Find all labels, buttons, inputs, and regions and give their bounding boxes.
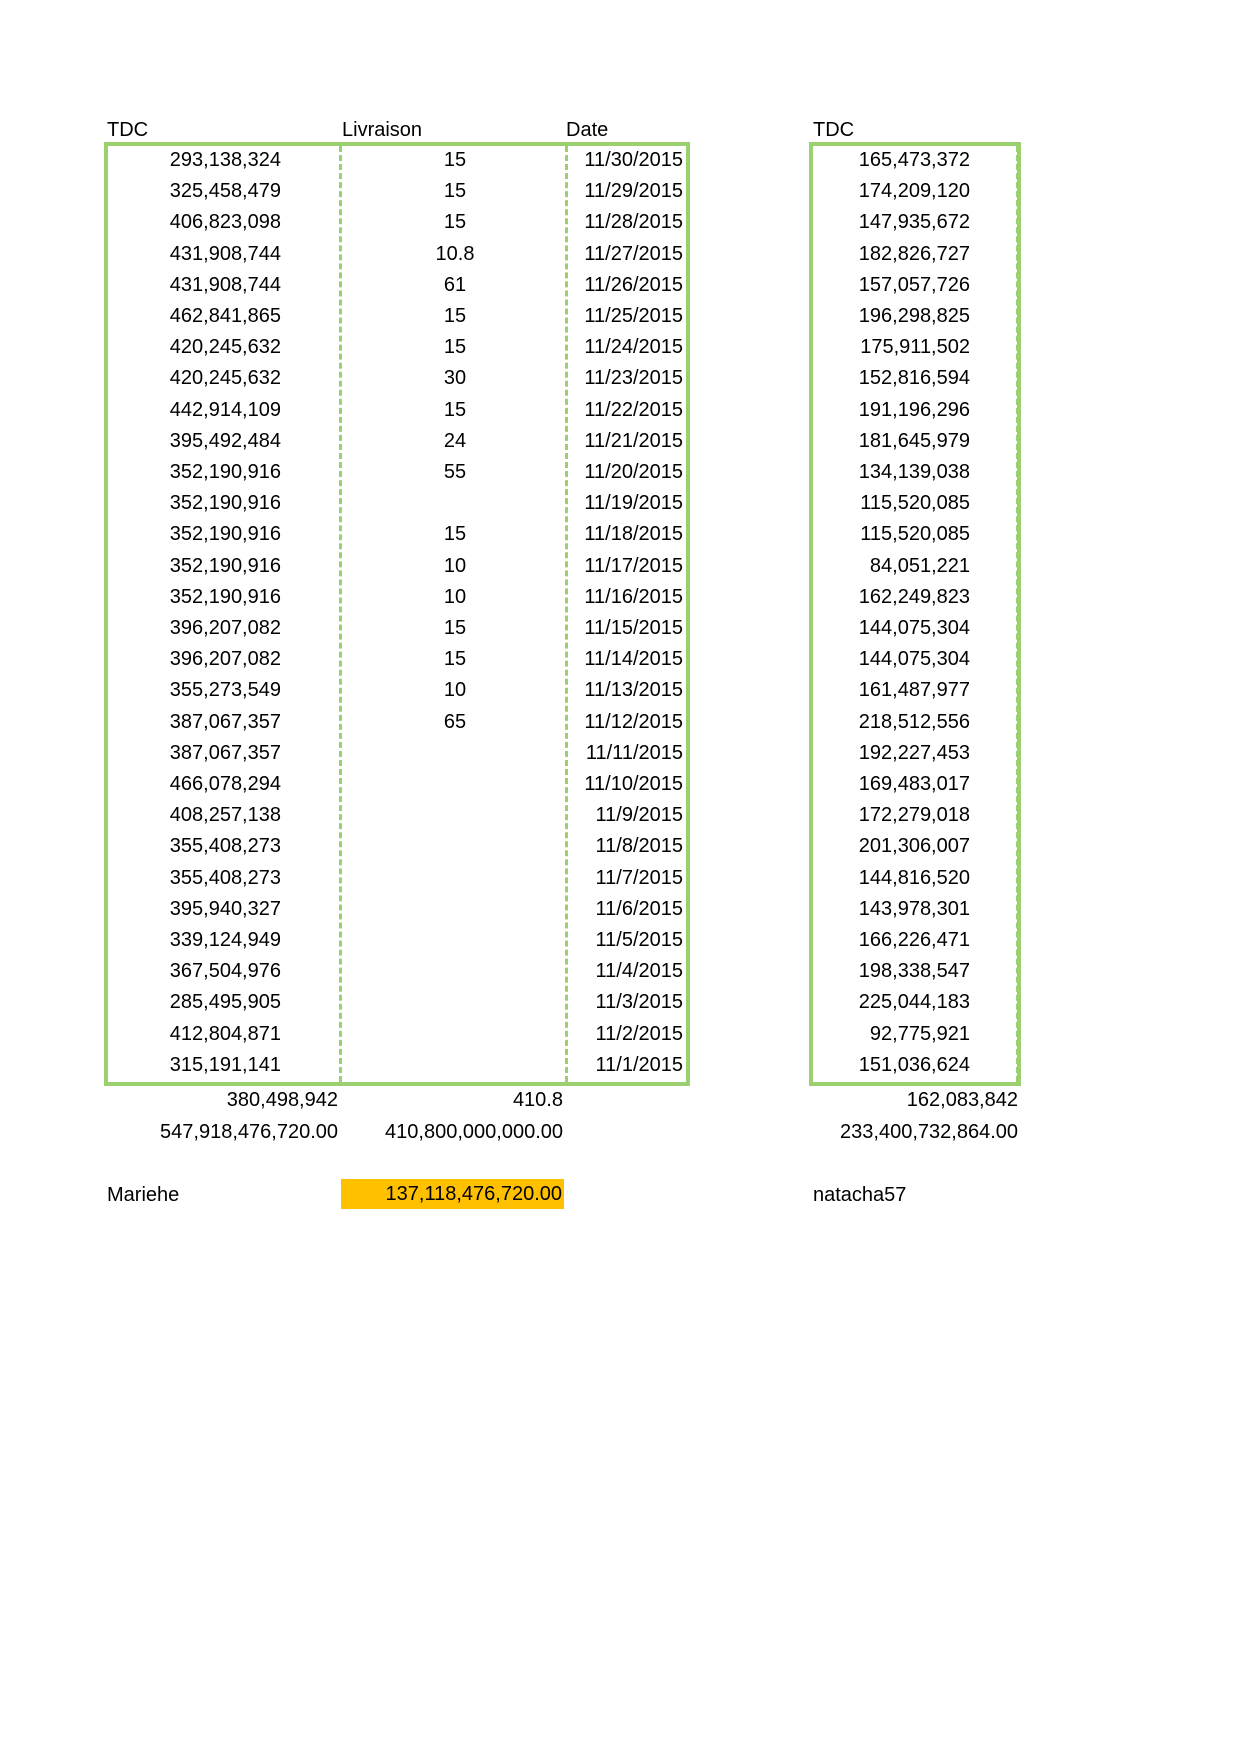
cell-tdc: 406,823,098	[169, 211, 281, 234]
cell-tdc: 352,190,916	[169, 554, 281, 577]
cell-livraison: 30	[443, 367, 467, 390]
cell-livraison	[345, 488, 565, 519]
cell-date: 11/20/2015	[584, 461, 683, 483]
highlighted-difference-value: 137,118,476,720.00	[385, 1183, 562, 1205]
livraison-total: 410,800,000,000.00	[385, 1121, 563, 1143]
cell-livraison	[345, 1019, 565, 1050]
header-tdc: TDC	[107, 119, 149, 141]
cell-livraison: 15	[443, 648, 467, 671]
cell-tdc-2: 143,978,301	[858, 897, 970, 920]
cell-livraison: 10.8	[435, 242, 475, 265]
livraison-sum: 410.8	[512, 1089, 563, 1111]
cell-tdc: 396,207,082	[169, 617, 281, 639]
cell-date: 11/18/2015	[584, 523, 683, 546]
column-divider-2	[565, 146, 568, 1082]
cell-tdc: 420,245,632	[169, 367, 281, 390]
cell-tdc-2: 166,226,471	[858, 929, 970, 951]
cell-livraison: 10	[443, 585, 467, 608]
cell-livraison: 15	[443, 305, 467, 327]
column-divider-3	[1016, 146, 1019, 1082]
cell-livraison	[345, 894, 565, 925]
cell-tdc: 420,245,632	[169, 336, 281, 359]
cell-tdc-2: 157,057,726	[858, 273, 970, 296]
cell-tdc-2: 144,075,304	[858, 648, 970, 671]
cell-livraison	[345, 925, 565, 956]
cell-tdc: 355,273,549	[169, 679, 281, 702]
cell-tdc-2: 115,520,085	[860, 492, 970, 515]
cell-date: 11/11/2015	[585, 741, 683, 764]
cell-date: 11/19/2015	[584, 492, 683, 515]
cell-date: 11/21/2015	[584, 429, 683, 452]
cell-livraison: 15	[443, 211, 467, 234]
cell-date: 11/25/2015	[584, 305, 683, 327]
cell-tdc-2: 182,826,727	[858, 242, 970, 265]
cell-tdc: 466,078,294	[169, 773, 281, 795]
cell-livraison: 15	[443, 398, 467, 421]
cell-tdc-2: 181,645,979	[858, 429, 970, 452]
cell-date: 11/1/2015	[595, 1053, 683, 1076]
column-divider-1	[339, 146, 342, 1082]
cell-tdc-2: 144,816,520	[858, 866, 970, 889]
cell-tdc: 352,190,916	[169, 523, 281, 546]
cell-tdc: 431,908,744	[169, 242, 281, 265]
cell-tdc-2: 198,338,547	[858, 960, 970, 983]
cell-livraison	[345, 956, 565, 987]
cell-livraison: 15	[443, 180, 467, 203]
cell-livraison	[345, 800, 565, 831]
cell-livraison: 24	[443, 429, 467, 452]
cell-livraison: 65	[443, 710, 467, 733]
cell-tdc: 339,124,949	[169, 929, 281, 951]
cell-tdc: 462,841,865	[169, 305, 281, 327]
cell-tdc-2: 172,279,018	[858, 804, 970, 827]
highlighted-difference	[341, 1179, 564, 1209]
cell-date: 11/7/2015	[595, 866, 683, 889]
cell-tdc: 395,492,484	[169, 429, 281, 452]
cell-date: 11/30/2015	[584, 149, 683, 171]
cell-date: 11/22/2015	[584, 398, 683, 421]
cell-livraison	[345, 738, 565, 769]
cell-tdc-2: 161,487,977	[858, 679, 970, 702]
cell-tdc-2: 196,298,825	[858, 305, 970, 327]
cell-livraison: 61	[443, 273, 467, 296]
cell-tdc: 387,067,357	[169, 741, 281, 764]
cell-tdc: 431,908,744	[169, 273, 281, 296]
cell-tdc: 355,408,273	[169, 866, 281, 889]
cell-livraison	[345, 863, 565, 894]
cell-date: 11/16/2015	[584, 585, 683, 608]
cell-tdc-2: 115,520,085	[860, 523, 970, 546]
cell-date: 11/27/2015	[584, 242, 683, 265]
cell-tdc-2: 225,044,183	[858, 991, 970, 1014]
cell-tdc: 352,190,916	[169, 461, 281, 483]
cell-date: 11/6/2015	[595, 897, 683, 920]
cell-tdc: 352,190,916	[169, 585, 281, 608]
tdc-average: 380,498,942	[226, 1089, 338, 1111]
cell-tdc-2: 151,036,624	[858, 1053, 970, 1076]
cell-date: 11/14/2015	[584, 648, 683, 671]
cell-tdc-2: 144,075,304	[858, 617, 970, 639]
cell-livraison	[345, 769, 565, 800]
cell-livraison: 15	[443, 523, 467, 546]
cell-date: 11/9/2015	[595, 804, 683, 827]
label-mariehe: Mariehe	[107, 1184, 180, 1206]
cell-tdc: 442,914,109	[169, 398, 281, 421]
cell-tdc-2: 147,935,672	[858, 211, 970, 234]
header-tdc-2: TDC	[813, 119, 855, 141]
tdc2-total: 233,400,732,864.00	[840, 1121, 1018, 1143]
cell-date: 11/26/2015	[584, 273, 683, 296]
cell-livraison	[345, 987, 565, 1018]
cell-date: 11/17/2015	[584, 554, 683, 577]
cell-tdc-2: 201,306,007	[858, 835, 970, 858]
cell-tdc-2: 169,483,017	[858, 773, 970, 795]
cell-tdc-2: 218,512,556	[858, 710, 970, 733]
cell-tdc-2: 174,209,120	[858, 180, 970, 203]
cell-livraison: 15	[443, 149, 467, 171]
cell-tdc-2: 162,249,823	[858, 585, 970, 608]
cell-tdc: 315,191,141	[169, 1053, 281, 1076]
cell-tdc-2: 165,473,372	[858, 149, 970, 171]
cell-livraison: 10	[443, 554, 467, 577]
cell-date: 11/12/2015	[584, 710, 683, 733]
cell-tdc: 355,408,273	[169, 835, 281, 858]
cell-livraison	[345, 1050, 565, 1081]
cell-tdc-2: 134,139,038	[858, 461, 970, 483]
cell-date: 11/8/2015	[595, 835, 683, 858]
cell-date: 11/24/2015	[584, 336, 683, 359]
cell-livraison: 15	[443, 617, 467, 639]
tdc2-average: 162,083,842	[906, 1089, 1018, 1111]
cell-tdc: 412,804,871	[169, 1022, 281, 1045]
cell-date: 11/23/2015	[584, 367, 683, 390]
cell-livraison: 10	[443, 679, 467, 702]
cell-tdc: 285,495,905	[169, 991, 281, 1014]
cell-date: 11/28/2015	[584, 211, 683, 234]
cell-date: 11/15/2015	[584, 617, 683, 639]
cell-tdc-2: 152,816,594	[858, 367, 970, 390]
header-date: Date	[566, 119, 609, 141]
cell-livraison: 15	[443, 336, 467, 359]
cell-tdc: 325,458,479	[169, 180, 281, 203]
cell-tdc-2: 175,911,502	[860, 336, 970, 359]
cell-tdc: 395,940,327	[169, 897, 281, 920]
cell-date: 11/13/2015	[584, 679, 683, 702]
cell-date: 11/10/2015	[584, 773, 683, 795]
tdc-total: 547,918,476,720.00	[160, 1121, 338, 1143]
cell-tdc-2: 92,775,921	[869, 1022, 970, 1045]
cell-date: 11/4/2015	[595, 960, 683, 983]
label-natacha57: natacha57	[813, 1184, 907, 1206]
cell-tdc: 408,257,138	[169, 804, 281, 827]
cell-date: 11/2/2015	[595, 1022, 683, 1045]
cell-tdc: 367,504,976	[169, 960, 281, 983]
cell-tdc-2: 192,227,453	[858, 741, 970, 764]
header-livraison: Livraison	[342, 119, 423, 141]
cell-date: 11/29/2015	[584, 180, 683, 203]
cell-livraison: 55	[443, 461, 467, 483]
cell-tdc-2: 84,051,221	[869, 554, 970, 577]
cell-tdc-2: 191,196,296	[858, 398, 970, 421]
cell-date: 11/5/2015	[595, 929, 683, 951]
cell-tdc: 387,067,357	[169, 710, 281, 733]
cell-tdc: 293,138,324	[169, 149, 281, 171]
cell-livraison	[345, 831, 565, 862]
cell-tdc: 396,207,082	[169, 648, 281, 671]
cell-date: 11/3/2015	[595, 991, 683, 1014]
cell-tdc: 352,190,916	[169, 492, 281, 515]
